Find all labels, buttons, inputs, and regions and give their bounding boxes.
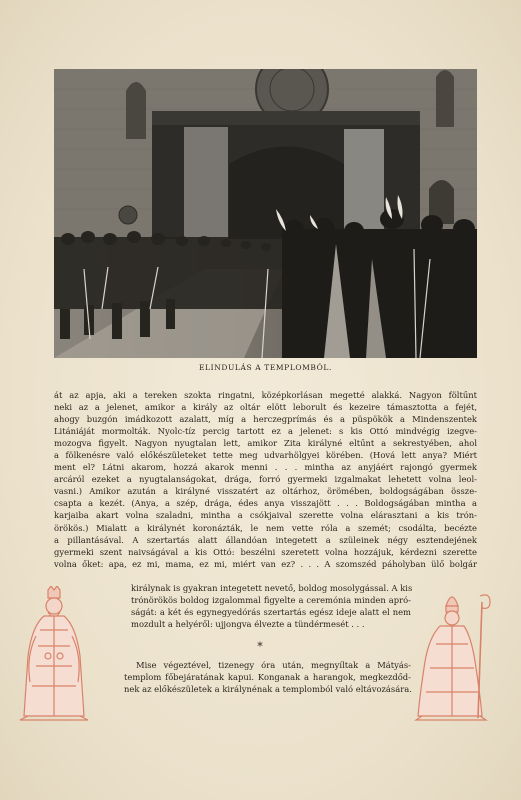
text-line: csapta a kezét. (Anya, a szép, drága, édes anya visszajött . . . Boldogságában mintha a: [54, 498, 477, 509]
king-figure-icon: [18, 586, 92, 726]
text-line: ahogy buzgón imádkozott azalatt, míg a herczegprímás és a püspökök a Mindenszentek: [54, 414, 477, 425]
text-line: királynak is gyakran integetett nevető, boldog mosolygással. A kis: [131, 583, 413, 593]
text-line: a pillantásával. A szertartás alatt állandóan integetett a szüleinek négy esztendejének: [54, 534, 477, 545]
text-line: mozdult a helyéről: ujjongva élvezte a tündérmesét . . .: [131, 619, 365, 630]
text-line: arcáról ezeket a nyugtalanságokat, drága, forró gyermeki izgalmakat lehetett volna leol-: [54, 474, 477, 485]
text-line: ságát: a két és egynegyedórás szertartás egész ideje alatt el nem: [131, 607, 411, 618]
section-separator: *: [257, 640, 263, 653]
text-line: nek az előkészületek a királynénak a templomból való eltávozására.: [124, 684, 412, 695]
paragraph-indented: [131, 582, 411, 630]
text-line: vasni.) Amikor azután a királyné visszatért az oltárhoz, örömében, boldogságában össze-: [54, 486, 477, 497]
text-line: neki az a jelenet, amikor a király az oltár elött leborult és kezeire támasztotta a fejét,: [54, 402, 477, 413]
text-line: ment el? Látni akarom, hozzá akarok menni . . . mintha az anyjáért rajongó gyermek: [54, 462, 477, 473]
paragraph-main: [54, 389, 477, 570]
text-line: át az apja, aki a tereken szokta ringatni, középkorlásan megetté alakká. Nagyon föltűnt: [54, 390, 477, 400]
text-line: mozogva figyelt. Nagyon nyugtalan lett, amikor Zita királyné eltűnt a sekrestyében, ahol: [54, 438, 477, 449]
bishop-figure-icon: [412, 588, 494, 726]
photo-caption: ELINDULÁS A TEMPLOMBÓL.: [198, 363, 332, 372]
paragraph-closing: [124, 659, 411, 695]
photo-illustration: [54, 69, 477, 358]
text-line: Litániáját mormolták. Nyolc-tíz percig tartott ez a jelenet: s kis Ottó mindvégig izegve-: [54, 426, 477, 437]
text-line: karjaiba akart volna szaladni, mintha a csókjaival szerette volna elárasztani a kis trón-: [54, 510, 477, 521]
coronation-photograph: [54, 69, 477, 358]
text-line: Mise végeztével, tizenegy óra után, megnyíltak a Mátyás-: [136, 660, 411, 670]
text-line: volna őket: apa, ez mi, mama, ez mi, miért van ez? . . . A szomszéd páholyban ülő bolgár: [54, 558, 477, 569]
text-line: gyermeki szent naivságával a kis Ottó: beszélni szeretett volna hozzájuk, kérdezni szerette: [54, 546, 477, 557]
text-line: trónörökös boldog izgalommal figyelte a ceremónia minden apró-: [131, 595, 411, 606]
text-line: templom főbejáratának kapui. Konganak a harangok, megkezdőd-: [124, 672, 411, 683]
text-line: a fölkenésre való előkészületeket tette meg udvarhölgyei körében. (Hová lett anya? Miért: [54, 450, 477, 461]
text-line: örökös.) Mialatt a királynét koronázták, le nem vette róla a szemét; csodálta, becézte: [54, 522, 477, 533]
